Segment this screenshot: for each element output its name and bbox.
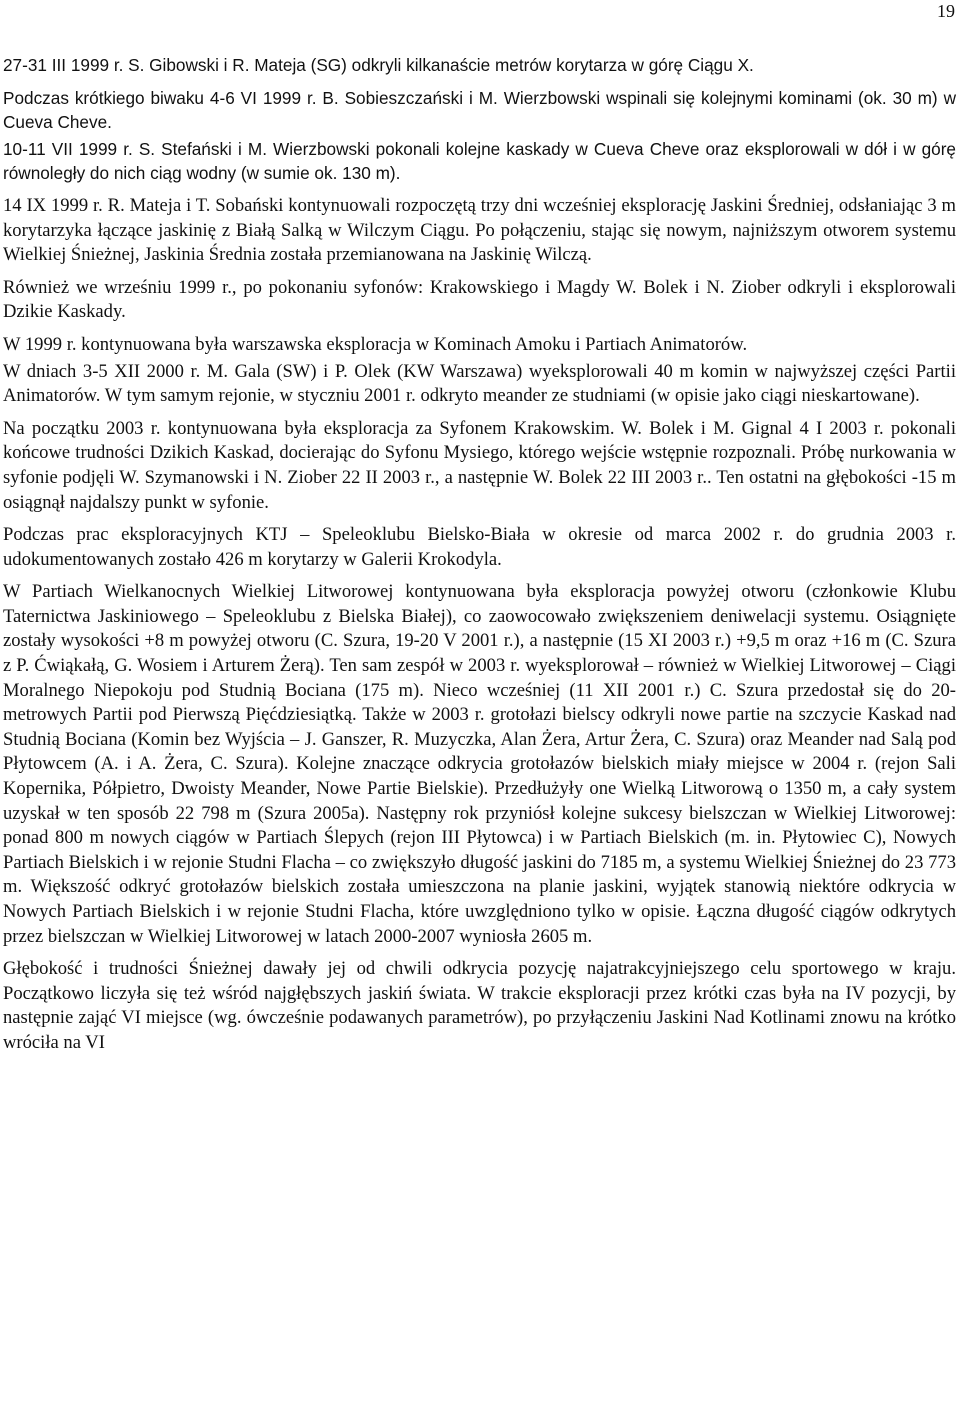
- paragraph-2003-syfon-krakowski: Na początku 2003 r. kontynuowana była eksploracja za Syfonem Krakowskim. W. Bolek i M. Gignal 4 I 2003 r. pokonali końcowe trudności Dzikich Kaskad, docierając do Syfonu Mysiego, którego wejście wstępnie rozpoznali. Próbę nurkowania w syfonie podjęli W. Szymanowski i N. Ziober 22 II 2003 r., a następnie W. Bolek 22 III 2003 r.. Ten ostatni na głębokości -15 m osiągnął najdalszy punkt w syfonie.: [3, 417, 956, 513]
- paragraph-1999-kominy-amoku: W 1999 r. kontynuowana była warszawska eksploracja w Kominach Amoku i Partiach Animatorów.: [3, 333, 748, 355]
- paragraph-glebokosc-sniezna: Głębokość i trudności Śnieżnej dawały jej od chwili odkrycia pozycję najatrakcyjniejszego celu sportowego w kraju. Początkowo liczyła się też wśród najgłębszych jaskiń świata. W trakcie eksploracji przez krótki czas była na IV pozycji, by następnie zająć VI miejsce (wg. ówcześnie podawanych parametrów), po przyłączeniu Jaskini Nad Kotlinami znowu na krótko wróciła na VI: [3, 958, 956, 1053]
- document-body: [3, 53, 956, 1064]
- paragraph-1999-ciag-x: 27-31 III 1999 r. S. Gibowski i R. Mateja (SG) odkryli kilkanaście metrów korytarza w górę Ciągu X.: [3, 55, 754, 75]
- paragraph-1999-kaskady: 10-11 VII 1999 r. S. Stefański i M. Wierzbowski pokonali kolejne kaskady w Cueva Cheve oraz eksplorowali w dół i w górę równoległy do nich ciąg wodny (w sumie ok. 130 m).: [3, 138, 956, 184]
- paragraph-1999-biwak: Podczas krótkiego biwaku 4-6 VI 1999 r. B. Sobieszczański i M. Wierzbowski wspinali się kolejnymi kominami (ok. 30 m) w Cueva Cheve.: [3, 87, 956, 133]
- paragraph-2000-partie-animatorow: W dniach 3-5 XII 2000 r. M. Gala (SW) i P. Olek (KW Warszawa) wyeksplorowali 40 m komin w najwyższej części Partii Animatorów. W tym samym rejonie, w styczniu 2001 r. odkryto meander ze studniami (w opisie jako ciągi nieskartowane).: [3, 360, 956, 407]
- paragraph-1999-jaskinia-srednia: 14 IX 1999 r. R. Mateja i T. Sobański kontynuowali rozpoczętą trzy dni wcześniej eksplorację Jaskini Średniej, odsłaniając 3 m korytarzyka łączące jaskinię z Białą Salką w Wilczym Ciągu. Po połączeniu, stając się nowym, najniższym otworem systemu Wielkiej Śnieżnej, Jaskinia Średnia została przemianowana na Jaskinię Wilczą.: [3, 194, 956, 266]
- paragraph-2002-galeria-krokodyla: Podczas prac eksploracyjnych KTJ – Speleoklubu Bielsko-Biała w okresie od marca 2002 r. do grudnia 2003 r. udokumentowanych zostało 426 m korytarzy w Galerii Krokodyla.: [3, 524, 956, 570]
- page-number: 19: [937, 1, 955, 21]
- paragraph-wielka-litworowa: W Partiach Wielkanocnych Wielkiej Litworowej kontynuowana była eksploracja powyżej otworu (członkowie Klubu Taternictwa Jaskiniowego – Speleoklubu z Bielska Białej), co zaowocowało zwiększeniem deniwelacji systemu. Osiągnięte zostały wysokości +8 m powyżej otworu (C. Szura, 19-20 V 2001 r.), a następnie (15 XI 2003 r.) +9,5 m oraz +16 m (C. Szura z P. Ćwiąkałą, G. Wosiem i Arturem Żerą). Ten sam zespół w 2003 r. wyeksplorował – również w Wielkiej Litworowej – Ciągi Moralnego Niepokoju pod Studnią Bociana (175 m). Nieco wcześniej (11 XII 2001 r.) C. Szura przedostał się do 20-metrowych Partii pod Pierwszą Pięćdziesiątką. Także w 2003 r. grotołazi bielscy odkryli nowe partie na szczycie Kaskad nad Studnią Bociana (Komin bez Wyjścia – J. Ganszer, R. Muzyczka, Alan Żera, Artur Żera, C. Szura) oraz Meander nad Salą pod Płytowcem (A. i A. Żera, C. Szura). Kolejne znaczące odkrycia grotołazów bielskich miały miejsce w 2004 r. (rejon Sali Kopernika, Półpietro, Dwoisty Meander, Nowe Partie Bielskie). Przedłużyły one Wielką Litworową o 1350 m, a cały system uzyskał w ten sposób 22 798 m (Szura 2005a). Następny rok przyniósł kolejne sukcesy bielszczan w Wielkiej Litworowej: ponad 800 m nowych ciągów w Partiach Ślepych (rejon III Płytowca) i w Partiach Bielskich (m. in. Płytowiec C), Nowych Partiach Bielskich i w rejonie Studni Flacha – co zwiększyło długość jaskini do 7185 m, a systemu Wielkiej Śnieżnej do 23 773 m. Większość odkryć grotołazów bielskich została umieszczona na planie jaskini, wyjątek stanowią niektóre odkrycia w Nowych Partiach Bielskich i w rejonie Studni Flacha, które uwzględniono tylko w opisie. Łączna długość ciągów odkrytych przez bielszczan w Wielkiej Litworowej w latach 2000-2007 wyniosła 2605 m.: [3, 581, 956, 947]
- paragraph-1999-dzikie-kaskady: Również we wrześniu 1999 r., po pokonaniu syfonów: Krakowskiego i Magdy W. Bolek i N. Ziober odkryli i eksplorowali Dzikie Kaskady.: [3, 276, 956, 323]
